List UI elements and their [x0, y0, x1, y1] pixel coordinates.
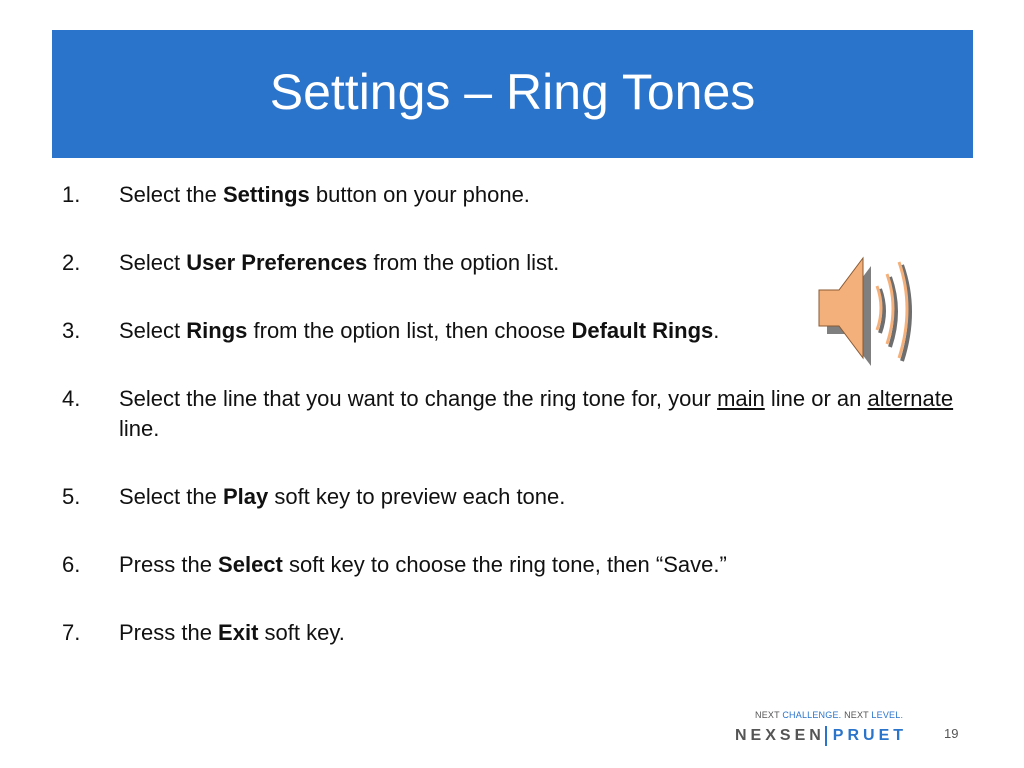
- step-text-segment: .: [713, 318, 720, 343]
- step-text-segment: Select: [119, 250, 187, 275]
- step-emphasis: main: [717, 386, 765, 411]
- step-item: [62, 550, 962, 580]
- step-text-segment: soft key.: [258, 620, 345, 645]
- step-item: [62, 618, 962, 648]
- slide-title: Settings – Ring Tones: [269, 64, 756, 120]
- step-text: [119, 384, 962, 444]
- step-number: 2.: [62, 250, 81, 275]
- step-item: [62, 482, 962, 512]
- step-number: 7.: [62, 620, 81, 645]
- step-text-segment: Select the: [119, 182, 223, 207]
- step-item: [62, 180, 962, 210]
- step-text: [119, 550, 962, 580]
- step-keyword: Default Rings: [571, 318, 714, 343]
- logo-word-first: NEXSEN: [735, 727, 825, 744]
- step-text-segment: Press the: [119, 552, 219, 577]
- step-number: 6.: [62, 552, 81, 577]
- page-number: 19: [944, 726, 959, 741]
- logo-divider: [825, 726, 827, 746]
- step-keyword: Rings: [186, 318, 248, 343]
- logo-word-second: PRUET: [832, 727, 908, 744]
- step-number: 3.: [62, 318, 81, 343]
- step-text-segment: button on your phone.: [309, 182, 530, 207]
- step-text-segment: from the option list, then choose: [247, 318, 572, 343]
- step-keyword: Play: [222, 484, 269, 509]
- step-text-segment: from the option list.: [367, 250, 560, 275]
- step-text-segment: Select the line that you want to change the ring tone for, your: [119, 386, 718, 411]
- step-text-segment: Select: [119, 318, 187, 343]
- step-item: [62, 384, 962, 444]
- step-text: [119, 618, 962, 648]
- step-number: 4.: [62, 386, 81, 411]
- step-keyword: Select: [218, 552, 283, 577]
- step-text-segment: Press the: [119, 620, 219, 645]
- speaker-sound-icon: [815, 250, 925, 370]
- step-keyword: User Preferences: [186, 250, 368, 275]
- step-number: 1.: [62, 182, 81, 207]
- logo-wordmark: [735, 726, 907, 746]
- step-keyword: Exit: [218, 620, 259, 645]
- title-bar: [52, 30, 973, 158]
- step-text: [119, 180, 962, 210]
- step-text-segment: soft key to preview each tone.: [268, 484, 566, 509]
- step-text: [119, 482, 962, 512]
- step-text-segment: soft key to choose the ring tone, then “Save.”: [282, 552, 727, 577]
- step-text-segment: Select the: [119, 484, 223, 509]
- step-emphasis: alternate: [867, 386, 954, 411]
- step-number: 5.: [62, 484, 81, 509]
- step-text-segment: line.: [119, 416, 160, 441]
- step-keyword: Settings: [222, 182, 310, 207]
- logo-tagline: NEXT CHALLENGE. NEXT LEVEL.: [755, 710, 904, 720]
- company-logo: [735, 710, 925, 750]
- step-text-segment: line or an: [764, 386, 868, 411]
